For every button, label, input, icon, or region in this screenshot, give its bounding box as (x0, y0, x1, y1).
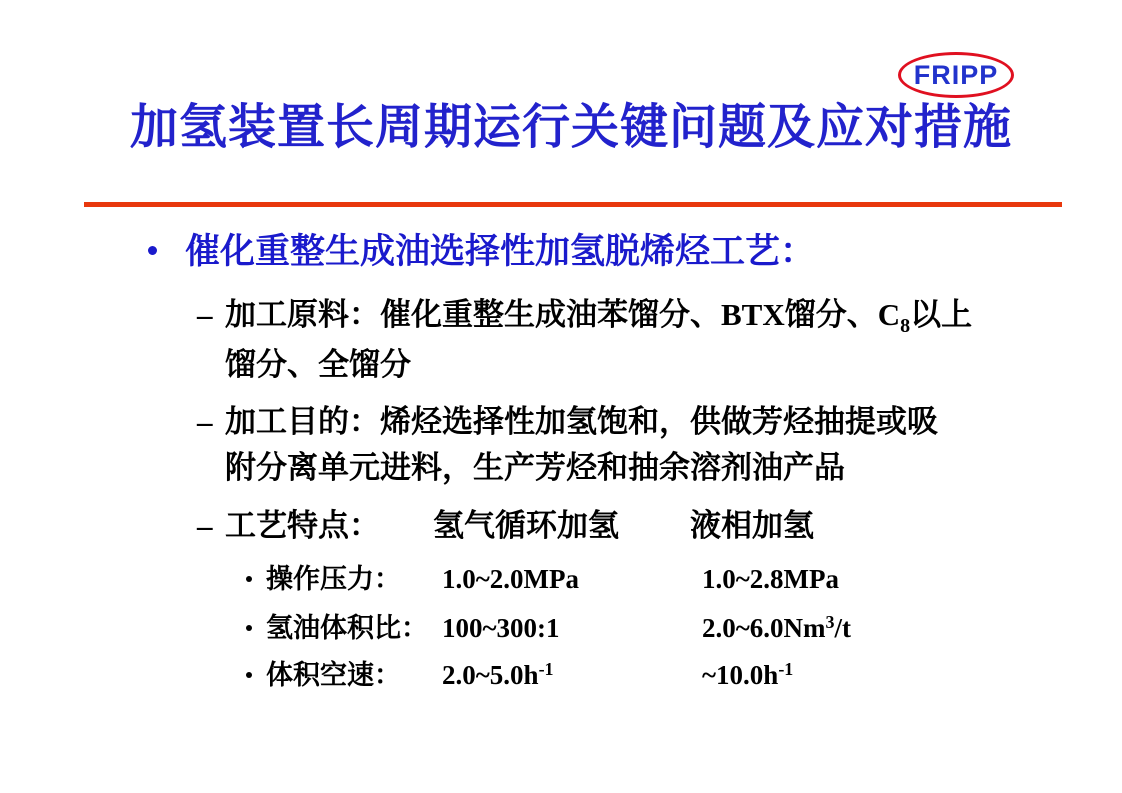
purpose-text (225, 399, 938, 491)
spec-value-col1: 100~300:1 (442, 613, 560, 643)
bullet-icon (246, 576, 252, 582)
spec-label: 体积空速： (266, 660, 401, 690)
bullet-icon (246, 625, 252, 631)
spec-value-col2: 1.0~2.8MPa (702, 564, 840, 594)
spec-label: 氢油体积比： (266, 613, 428, 643)
spec-value-col2: $\sim 10.0h^{-1}$ (702, 659, 794, 690)
spec-label: 操作压力： (266, 564, 401, 594)
dash-icon: – (197, 404, 213, 439)
spec-row-space-velocity (246, 660, 966, 690)
feedstock-subscript: 8 (900, 315, 911, 337)
feedstock-text (225, 292, 972, 388)
list-item-features (197, 503, 925, 549)
list-item-feedstock (197, 292, 972, 388)
feedstock-line1-post: 以上 (910, 297, 973, 332)
spec-row-h2-oil-ratio (246, 613, 966, 643)
fripp-logo (898, 52, 1014, 98)
title-divider (84, 202, 1062, 207)
features-col-liquid: 液相加氢 (690, 508, 814, 543)
features-col-recycle: 氢气循环加氢 (433, 508, 619, 543)
feedstock-line1 (225, 292, 972, 342)
bullet-icon (246, 672, 252, 678)
spec-value-col2: 2.0~6.0Nm$^3$/t (702, 612, 852, 643)
dash-icon: – (197, 508, 213, 543)
bullet-item-process (148, 230, 815, 274)
list-item-purpose (197, 399, 938, 491)
features-label: 工艺特点： (225, 508, 380, 543)
feedstock-line1-pre: 加工原料：催化重整生成油苯馏分、BTX馏分、C (225, 297, 901, 332)
spec-value-col1: 1.0~2.0MPa (442, 564, 580, 594)
spec-row-pressure (246, 564, 966, 594)
purpose-line1: 加工目的：烯烃选择性加氢饱和，供做芳烃抽提或吸 (225, 404, 938, 439)
features-row (225, 503, 925, 549)
purpose-line2: 附分离单元进料，生产芳烃和抽余溶剂油产品 (225, 450, 845, 485)
bullet-heading: 催化重整生成油选择性加氢脱烯烃工艺： (185, 232, 816, 271)
bullet-icon (148, 246, 157, 255)
slide-title: 加氢装置长周期运行关键问题及应对措施 (130, 101, 1013, 154)
dash-icon: – (197, 297, 213, 332)
fripp-logo-text: FRIPP (913, 59, 999, 90)
feedstock-line2: 馏分、全馏分 (225, 347, 411, 382)
spec-value-col1: $2.0\sim 5.0h^{-1}$ (442, 659, 554, 690)
